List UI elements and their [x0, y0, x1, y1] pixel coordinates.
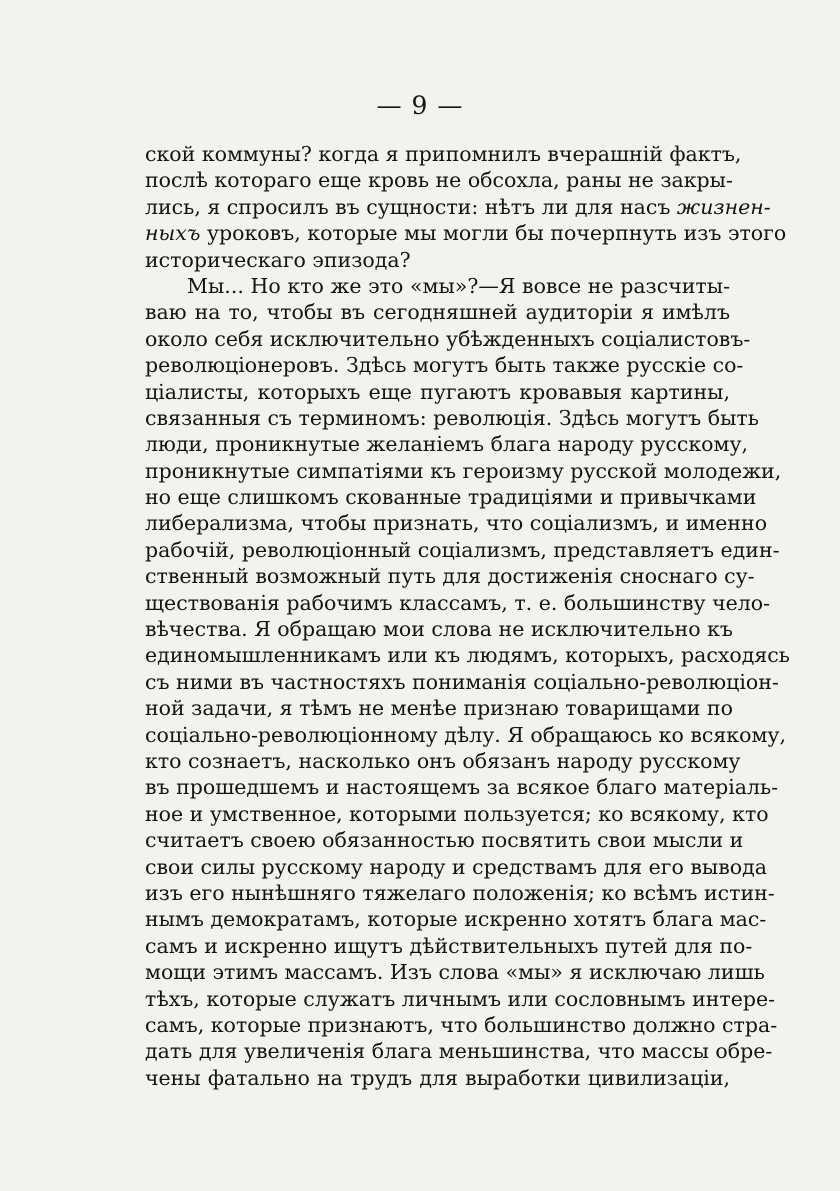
text-line: революціонеровъ. Здѣсь могутъ быть также русскіе со-: [145, 353, 744, 378]
text-line: мощи этимъ массамъ. Изъ слова «мы» я исключаю лишь: [145, 960, 765, 985]
text-line: ціалисты, которыхъ еще пугаютъ кровавыя картины,: [145, 379, 730, 404]
text-line: соціально-революціонному дѣлу. Я обращаюсь ко всякому,: [145, 722, 786, 747]
text-line: изъ его нынѣшняго тяжелаго положенія; ко всѣмъ истин-: [145, 880, 775, 905]
text-line: либерализма, чтобы признать, что соціализмъ, и именно: [145, 511, 768, 536]
text-line: люди, проникнутые желаніемъ блага народу русскому,: [145, 432, 749, 457]
body-text: [145, 141, 790, 1091]
page-number: — 9 —: [376, 91, 464, 120]
text-segment: лись, я спросилъ въ сущности: нѣтъ ли для насъ: [145, 194, 677, 219]
paragraph-1: [145, 141, 787, 273]
text-line: ное и умственное, которыми пользуется; ко всякому, кто: [145, 801, 769, 826]
emphasized-text: ныхъ: [145, 221, 201, 246]
text-line: [145, 220, 787, 246]
paragraph-2: [145, 273, 790, 1091]
text-line: самъ, которые признаютъ, что большинство должно стра-: [145, 1012, 778, 1037]
text-segment: уроковъ, которые мы могли бы почерпнуть изъ этого: [200, 221, 787, 246]
text-line: нымъ демократамъ, которые искренно хотятъ блага мас-: [145, 907, 767, 932]
text-line: [145, 194, 771, 220]
text-line: свои силы русскому народу и средствамъ для его вывода: [145, 854, 767, 879]
text-line: тѣхъ, которые служатъ личнымъ или сословнымъ интере-: [145, 986, 776, 1011]
text-line: единомышленникамъ или къ людямъ, которыхъ, расходясь: [145, 643, 790, 668]
text-line: но еще слишкомъ скованные традиціями и привычками: [145, 485, 757, 510]
text-line: ществованія рабочимъ классамъ, т. е. большинству чело-: [145, 590, 771, 615]
text-line: дать для увеличенія блага меньшинства, что массы обре-: [145, 1039, 773, 1064]
text-line: вѣчества. Я обращаю мои слова не исключительно къ: [145, 617, 733, 642]
text-line: кто сознаетъ, насколько онъ обязанъ народу русскому: [145, 748, 741, 773]
text-line: ваю на то, чтобы въ сегодняшней аудиторіи я имѣлъ: [145, 300, 730, 325]
text-line: въ прошедшемъ и настоящемъ за всякое благо матеріаль-: [145, 775, 779, 800]
text-line: ской коммуны? когда я припомнилъ вчерашній фактъ,: [145, 142, 742, 166]
text-line: послѣ котораго еще кровь не обсохла, раны не закры-: [145, 168, 733, 193]
text-line: проникнутые симпатіями къ героизму русской молодежи,: [145, 458, 782, 483]
text-line: ственный возможный путь для достиженія сноснаго су-: [145, 564, 755, 589]
text-line: съ ними въ частностяхъ пониманія соціально-революціон-: [145, 669, 779, 694]
text-line: считаетъ своею обязанностью посвятить свои мысли и: [145, 828, 744, 853]
emphasized-text: жизнен-: [676, 194, 771, 219]
text-line: ной задачи, я тѣмъ не менѣе признаю товарищами по: [145, 696, 733, 721]
text-line: около себя исключительно убѣжденныхъ соціалистовъ-: [145, 326, 751, 351]
text-line: чены фатально на трудъ для выработки цивилизаціи,: [145, 1065, 730, 1090]
text-line: связанныя съ терминомъ: революція. Здѣсь могутъ быть: [145, 405, 759, 430]
text-line: историческаго эпизода?: [145, 247, 411, 272]
text-line: Мы... Но кто же это «мы»?—Я вовсе не разсчиты-: [187, 273, 730, 298]
text-line: самъ и искренно ищутъ дѣйствительныхъ путей для по-: [145, 933, 753, 958]
text-line: рабочій, революціонный соціализмъ, представляетъ един-: [145, 537, 780, 562]
